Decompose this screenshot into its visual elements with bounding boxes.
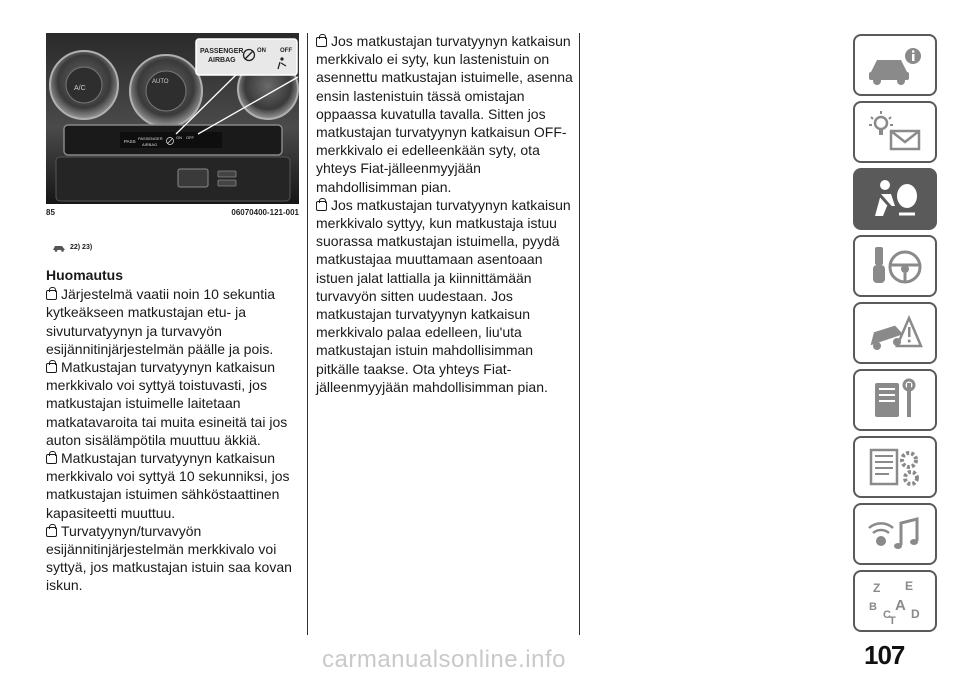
tab-multimedia[interactable] bbox=[853, 503, 937, 565]
svg-text:Z: Z bbox=[873, 581, 881, 595]
tab-specifications[interactable] bbox=[853, 436, 937, 498]
svg-text:OFF: OFF bbox=[186, 135, 194, 140]
note-paragraph: Turvatyynyn/turvavyön esijännitinjärjestelmän merkkivalo voi syttyä, jos matkustajan istuin saa kovan iskun. bbox=[46, 522, 292, 594]
svg-text:AIRBAG: AIRBAG bbox=[142, 142, 158, 147]
figure-photo bbox=[46, 33, 299, 204]
middle-text-column bbox=[316, 32, 574, 396]
warning-references bbox=[52, 240, 92, 254]
usb-port bbox=[178, 169, 208, 187]
note-paragraph: Jos matkustajan turvatyynyn katkaisun merkkivalo syttyy, kun matkustaja istuu suorassa matkustajan istuimella, pyydä matkustajaa muuttamaan asentoaan istuen jalat lattialla ja kiinnittämään turvavyön sitten uudestaan. Jos matkustajan turvatyynyn katkaisun merkkivalo palaa edelleen, liu'uta matkustajan istuin mahdollisimman pitkälle taakse. Ota yhteys Fiat-jälleenmyyjään mahdollisimman pian. bbox=[316, 196, 571, 395]
svg-text:C: C bbox=[883, 609, 891, 621]
dashboard-photo-illustration bbox=[46, 33, 299, 204]
key-steering-wheel-icon bbox=[865, 243, 925, 289]
note-paragraph: Matkustajan turvatyynyn katkaisun merkkivalo voi syttyä 10 sekunniksi, jos matkustajan istuimen sähköstaattinen kapasiteetti muuttuu. bbox=[46, 450, 290, 521]
callout-on: ON bbox=[257, 48, 266, 54]
tab-airbag-seatbelt[interactable] bbox=[853, 168, 937, 230]
svg-text:ON: ON bbox=[176, 135, 182, 140]
note-bullet-icon bbox=[46, 454, 57, 464]
specifications-gears-icon bbox=[865, 444, 925, 490]
aux-port bbox=[218, 171, 236, 177]
note-paragraph: Jos matkustajan turvatyynyn katkaisun merkkivalo ei syty, kun lastenistuin on asennettu matkustajan istuimelle, asenna ensin lastenistuin tässä omistajan oppaassa kuvatulla tavalla. Sitten jos matkustajan turvatyynyn katkaisun OFF-merkkivalo ei edelleenkään syty, ota yhteys Fiat-jälleenmyyjään mahdollisimman pian. bbox=[316, 33, 573, 195]
index-letters-icon bbox=[865, 578, 925, 624]
column-divider bbox=[307, 33, 308, 635]
figure-code: 06070400-121-001 bbox=[231, 208, 299, 217]
note-paragraph: Matkustajan turvatyynyn katkaisun merkkivalo voi syttyä toistuvasti, jos matkustajan istuimelle laitetaan matkatavaroita tai muita esineitä tai jos auton sisälämpötila muuttuu äkkiä. bbox=[46, 359, 288, 448]
note-paragraph: Järjestelmä vaatii noin 10 sekuntia kytkeäkseen matkustajan etu- ja sivuturvatyynyn ja turvavyön esijännitinjärjestelmän päälle ja pois. bbox=[46, 286, 276, 357]
watermark: carmanualsonline.info bbox=[322, 646, 566, 673]
car-info-icon bbox=[865, 42, 925, 88]
svg-text:PASS: PASS bbox=[124, 139, 136, 144]
column-divider bbox=[579, 33, 580, 635]
callout-airbag: AIRBAG bbox=[208, 57, 236, 64]
svg-text:A: A bbox=[895, 597, 906, 614]
page-number: 107 bbox=[864, 640, 905, 670]
breakdown-triangle-icon bbox=[865, 310, 925, 356]
note-bullet-icon bbox=[46, 363, 57, 373]
note-bullet-icon bbox=[46, 290, 57, 300]
figure-caption bbox=[46, 208, 299, 220]
airbag-seatbelt-icon bbox=[865, 176, 925, 222]
tab-breakdown[interactable] bbox=[853, 302, 937, 364]
tab-index[interactable] bbox=[853, 570, 937, 632]
car-warning-icon bbox=[52, 242, 66, 252]
dashboard-lights-icon bbox=[865, 109, 925, 155]
svg-text:E: E bbox=[905, 579, 914, 593]
callout-passenger: PASSENGER bbox=[200, 48, 244, 55]
note-bullet-icon bbox=[316, 201, 327, 211]
dial-label-auto: AUTO bbox=[152, 79, 169, 85]
multimedia-icon bbox=[865, 511, 925, 557]
note-bullet-icon bbox=[316, 37, 327, 47]
svg-text:B: B bbox=[869, 601, 877, 613]
tab-car-info[interactable] bbox=[853, 34, 937, 96]
svg-text:T: T bbox=[889, 615, 896, 624]
figure-number: 85 bbox=[46, 208, 55, 217]
note-heading: Huomautus bbox=[46, 267, 123, 283]
maintenance-wrench-icon bbox=[865, 377, 925, 423]
tab-dashboard-lights[interactable] bbox=[853, 101, 937, 163]
tab-key-steering[interactable] bbox=[853, 235, 937, 297]
callout-off: OFF bbox=[280, 48, 292, 54]
note-bullet-icon bbox=[46, 527, 57, 537]
svg-text:PASSENGER: PASSENGER bbox=[138, 136, 163, 141]
left-text-column bbox=[46, 266, 304, 595]
svg-text:D: D bbox=[911, 607, 920, 621]
dial-label-ac: A/C bbox=[74, 85, 86, 92]
reference-numbers: 22) 23) bbox=[70, 243, 93, 251]
tab-maintenance[interactable] bbox=[853, 369, 937, 431]
